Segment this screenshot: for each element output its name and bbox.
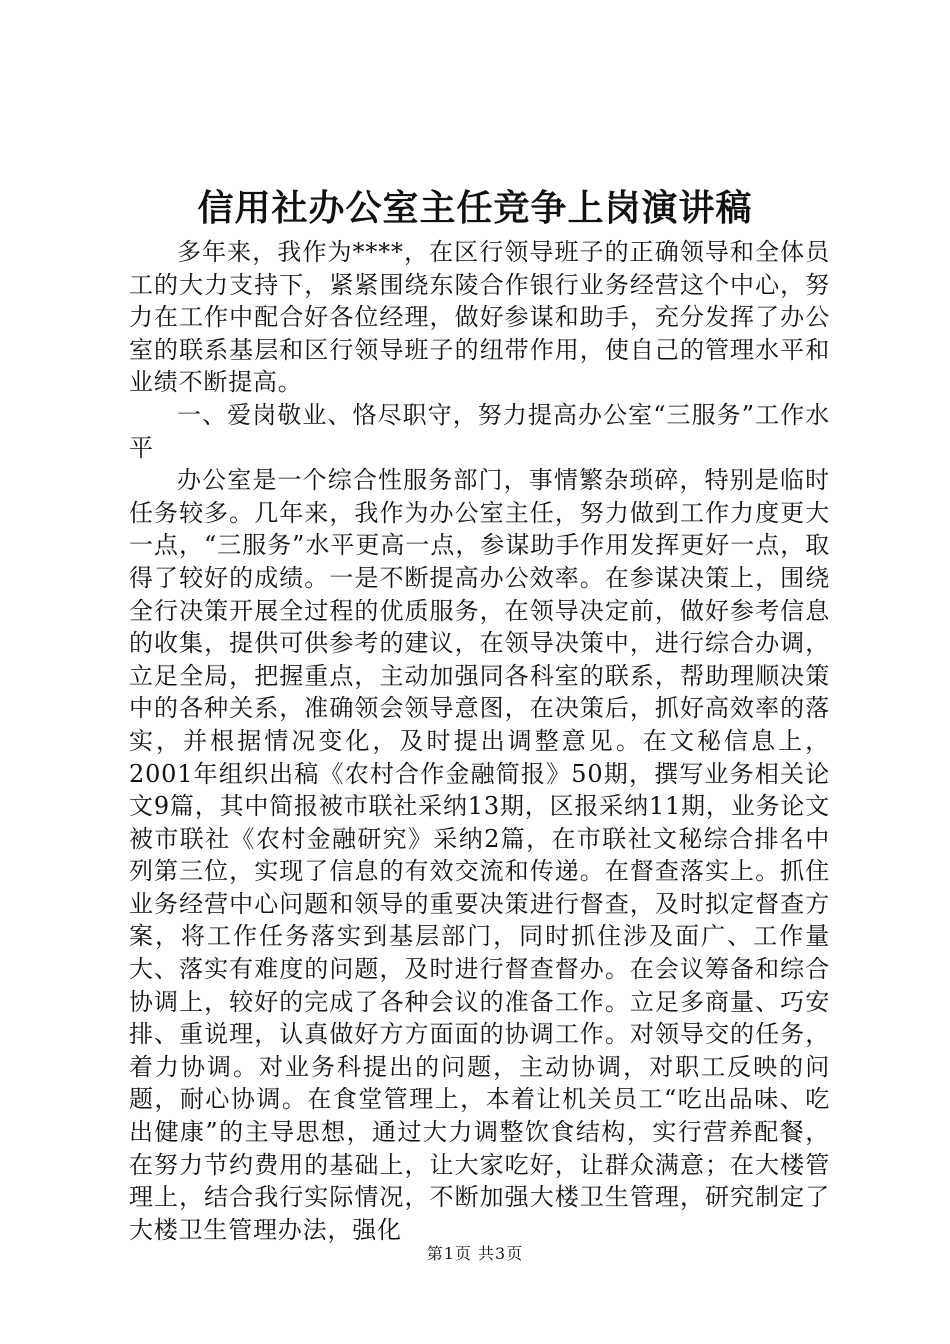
document-body (129, 236, 830, 1246)
page-footer: 第1页 共3页 (426, 1244, 524, 1263)
paragraph-intro: 多年来，我作为****，在区行领导班子的正确领导和全体员工的大力支持下，紧紧围绕东陵合作银行业务经营这个中心，努力在工作中配合好各位经理，做好参谋和助手，充分发挥了办公室的联系基层和区行领导班子的纽带作用，使自己的管理水平和业绩不断提高。 (129, 238, 830, 397)
paragraph-office-work: 办公室是一个综合性服务部门，事情繁杂琐碎，特别是临时任务较多。几年来，我作为办公室主任，努力做到工作力度更大一点，“三服务”水平更高一点，参谋助手作用发挥更好一点，取得了较好的成绩。一是不断提高办公效率。在参谋决策上，围绕全行决策开展全过程的优质服务，在领导决定前，做好参考信息的收集，提供可供参考的建议，在领导决策中，进行综合办调，立足全局，把握重点，主动加强同各科室的联系，帮助理顺决策中的各种关系，准确领会领导意图，在决策后，抓好高效率的落实，并根据情况变化，及时提出调整意见。在文秘信息上，2001年组织出稿《农村合作金融简报》50期，撰写业务相关论文9篇，其中简报被市联社采纳13期，区报采纳11期，业务论文被市联社《农村金融研究》采纳2篇，在市联社文秘综合排名中列第三位，实现了信息的有效交流和传递。在督查落实上。抓住业务经营中心问题和领导的重要决策进行督查，及时拟定督查方案，将工作任务落实到基层部门，同时抓住涉及面广、工作量大、落实有难度的问题，及时进行督查督办。在会议筹备和综合协调上，较好的完成了各种会议的准备工作。立足多商量、巧安排、重说理，认真做好方方面面的协调工作。对领导交的任务，着力协调。对业务科提出的问题，主动协调，对职工反映的问题，耐心协调。在食堂管理上，本着让机关员工“吃出品味、吃出健康”的主导思想，通过大力调整饮食结构，实行营养配餐，在努力节约费用的基础上，让大家吃好，让群众满意；在大楼管理上，结合我行实际情况，不断加强大楼卫生管理，研究制定了大楼卫生管理办法，强化 (129, 466, 830, 1244)
paragraph-heading-one: 一、爱岗敬业、恪尽职守，努力提高办公室“三服务”工作水平 (129, 400, 830, 462)
document-title: 信用社办公室主任竞争上岗演讲稿 (197, 187, 753, 229)
